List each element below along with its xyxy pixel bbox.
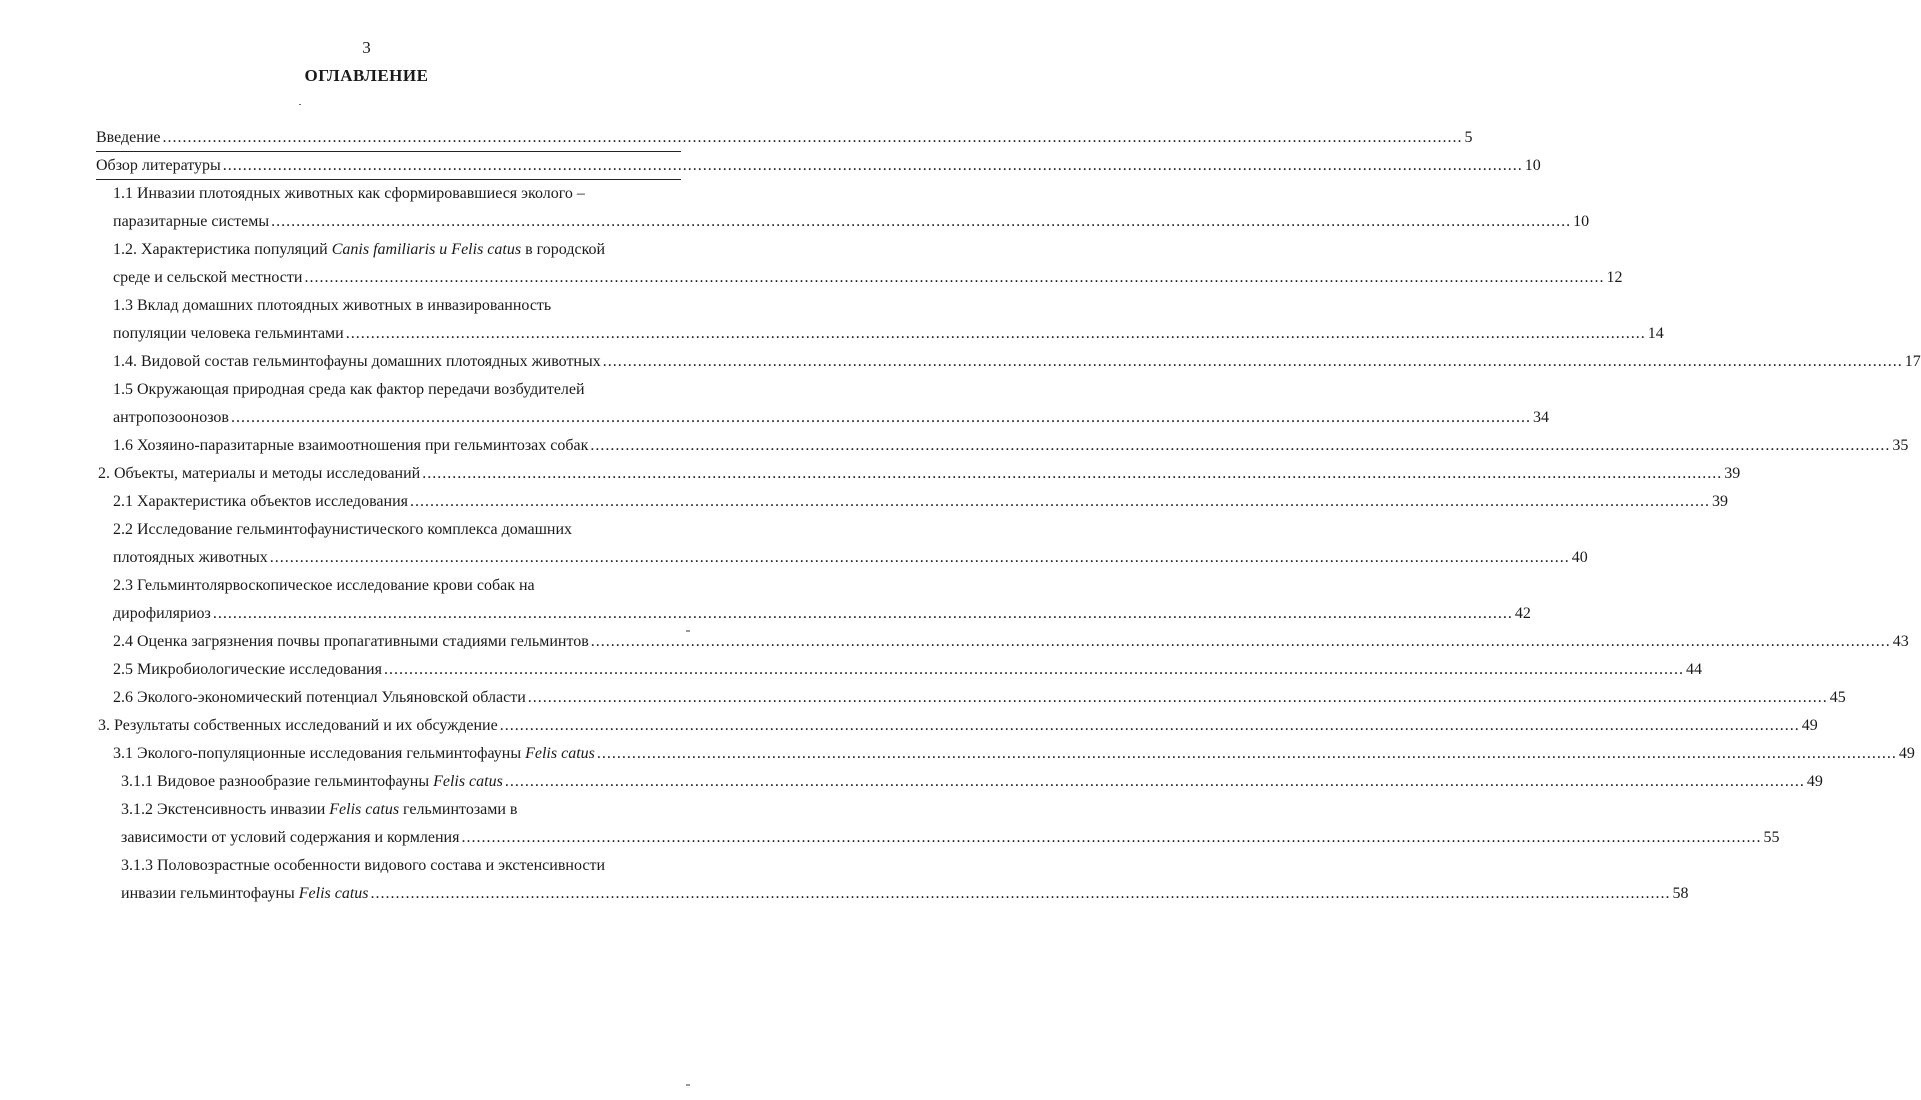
toc-entry xyxy=(121,852,1689,908)
toc-entry xyxy=(113,656,1702,684)
title-text: Введение xyxy=(96,129,161,146)
toc-entry-title xyxy=(121,880,369,908)
leader-dots: .................................................................................................................................................................................................................................................................... xyxy=(410,493,1710,510)
toc-entry-title xyxy=(121,768,503,796)
leader-dots: .................................................................................................................................................................................................................................................................... xyxy=(602,353,1903,370)
toc-line xyxy=(113,236,681,264)
toc-line xyxy=(113,376,681,404)
toc-page-number: 34 xyxy=(1532,409,1549,426)
page-number: 3 xyxy=(362,38,371,57)
toc-entry xyxy=(121,796,1780,852)
title-text: зависимости от условий содержания и кормления xyxy=(121,829,460,846)
toc-entry-title xyxy=(96,152,221,180)
leader-dots: .................................................................................................................................................................................................................................................................... xyxy=(504,773,1805,790)
toc-entry-title xyxy=(113,292,551,320)
leader-dots: .................................................................................................................................................................................................................................................................... xyxy=(222,157,1523,174)
toc-line xyxy=(113,740,1915,768)
toc-entry-title xyxy=(113,320,344,348)
toc-page-number: 10 xyxy=(1524,157,1541,174)
toc-entry-title xyxy=(98,712,498,740)
toc-line xyxy=(113,516,681,544)
toc-entry-title xyxy=(113,208,269,236)
toc-entry xyxy=(113,292,1664,348)
toc-page-number: 49 xyxy=(1801,717,1818,734)
toc-entry-title xyxy=(113,544,268,572)
toc-entry-title xyxy=(121,796,517,824)
title-text: 1.4. Видовой состав гельминтофауны домашних плотоядных животных xyxy=(113,353,601,370)
toc-entry-title xyxy=(113,572,535,600)
toc-entry xyxy=(113,488,1728,516)
title-text: 2. Объекты, материалы и методы исследований xyxy=(98,465,421,482)
leader-dots: .................................................................................................................................................................................................................................................................... xyxy=(499,717,1800,734)
leader-dots: .................................................................................................................................................................................................................................................................... xyxy=(304,269,1605,286)
toc-page-number: 14 xyxy=(1647,325,1664,342)
title-text: 3.1.3 Половозрастные особенности видового состава и экстенсивности xyxy=(121,857,606,874)
toc-line xyxy=(113,544,1588,572)
title-text: 3.1.1 Видовое разнообразие гельминтофауны xyxy=(121,773,434,790)
title-text: 2.3 Гельминтолярвоскопическое исследование крови собак на xyxy=(113,577,535,594)
title-text: 1.5 Окружающая природная среда как фактор передачи возбудителей xyxy=(113,381,585,398)
toc-entry-title xyxy=(98,460,420,488)
title-text: в городской xyxy=(521,241,606,258)
toc-entry xyxy=(113,432,1909,460)
title-text: 2.4 Оценка загрязнения почвы пропагативными стадиями гельминтов xyxy=(113,633,589,650)
toc-entry xyxy=(113,180,1590,236)
title-text: 2.6 Эколого-экономический потенциал Ульяновской области xyxy=(113,689,526,706)
toc-entry-title xyxy=(113,628,589,656)
toc-page-number: 17 xyxy=(1904,353,1921,370)
taxon-name: Felis catus xyxy=(525,745,595,762)
leader-dots: .................................................................................................................................................................................................................................................................... xyxy=(461,829,1762,846)
toc-line xyxy=(113,180,681,208)
leader-dots: .................................................................................................................................................................................................................................................................... xyxy=(590,437,1891,454)
toc-page-number: 12 xyxy=(1606,269,1623,286)
title-text: гельминтозами в xyxy=(399,801,518,818)
toc-entry-title xyxy=(113,488,408,516)
toc-line xyxy=(113,572,681,600)
toc-page-number: 49 xyxy=(1806,773,1823,790)
title-text: 3.1.2 Экстенсивность инвазии xyxy=(121,801,330,818)
title-text: 2.5 Микробиологические исследования xyxy=(113,661,382,678)
toc-entry-title xyxy=(113,740,595,768)
toc-page-number: 5 xyxy=(1464,129,1473,146)
taxon-name: Felis catus xyxy=(298,885,369,902)
toc-page-number: 49 xyxy=(1898,745,1915,762)
leader-dots: .................................................................................................................................................................................................................................................................... xyxy=(345,325,1646,342)
toc-line xyxy=(96,124,1473,152)
toc-entry xyxy=(113,516,1588,572)
taxon-name: Felis catus xyxy=(433,773,503,790)
title-text: 3.1 Эколого-популяционные исследования гельминтофауны xyxy=(113,745,526,762)
toc-line xyxy=(121,768,1823,796)
toc-entry xyxy=(113,628,1909,656)
title-text: 1.6 Хозяино-паразитарные взаимоотношения при гельминтозах собак xyxy=(113,437,589,454)
toc-entry xyxy=(96,152,1541,180)
leader-dots: .................................................................................................................................................................................................................................................................... xyxy=(269,549,1570,566)
toc-line xyxy=(121,852,681,880)
toc-line xyxy=(113,684,1846,712)
toc-line xyxy=(113,656,1702,684)
toc-page-number: 40 xyxy=(1571,549,1588,566)
toc-line xyxy=(113,348,1921,376)
toc-line xyxy=(113,208,1590,236)
title-text: плотоядных животных xyxy=(113,549,268,566)
toc-line xyxy=(96,152,1541,180)
title-text: инвазии гельминтофауны xyxy=(121,885,299,902)
toc-entry xyxy=(98,460,1741,488)
toc-page-number: 45 xyxy=(1829,689,1846,706)
leader-dots: .................................................................................................................................................................................................................................................................... xyxy=(212,605,1513,622)
toc-line xyxy=(113,404,1549,432)
scan-speck xyxy=(299,104,301,105)
toc-page-number: 43 xyxy=(1892,633,1909,650)
toc-entry xyxy=(113,348,1921,376)
toc-line xyxy=(98,712,1818,740)
toc-line xyxy=(113,600,1531,628)
toc-entry xyxy=(113,236,1623,292)
toc-entry-title xyxy=(113,600,211,628)
leader-dots: .................................................................................................................................................................................................................................................................... xyxy=(162,129,1463,146)
toc-page-number: 10 xyxy=(1573,213,1590,230)
title-text: паразитарные системы xyxy=(113,213,270,230)
toc-line xyxy=(98,460,1741,488)
toc-entry xyxy=(98,712,1818,740)
title-text: популяции человека гельминтами xyxy=(113,325,344,342)
toc-page-number: 39 xyxy=(1712,493,1728,510)
toc-entry-title xyxy=(113,684,526,712)
toc-entry xyxy=(96,124,1473,152)
toc-line xyxy=(121,796,681,824)
taxon-name: Canis familiaris u Felis catus xyxy=(331,241,522,258)
toc-entry-title xyxy=(113,236,605,264)
title-text: антропозоонозов xyxy=(113,409,229,426)
title-text: 2.1 Характеристика объектов исследования xyxy=(113,493,408,510)
leader-dots: .................................................................................................................................................................................................................................................................... xyxy=(383,661,1684,678)
toc-entry-title xyxy=(113,404,229,432)
leader-dots: .................................................................................................................................................................................................................................................................... xyxy=(370,885,1671,902)
toc-entry-title xyxy=(121,852,605,880)
toc-entry-title xyxy=(113,656,382,684)
toc-line xyxy=(113,628,1909,656)
toc-page-number: 42 xyxy=(1514,605,1531,622)
toc-entry-title xyxy=(113,432,588,460)
toc-entry xyxy=(121,768,1823,796)
toc-page-number: 39 xyxy=(1724,465,1741,482)
title-text: 2.2 Исследование гельминтофаунистического комплекса домашних xyxy=(113,521,573,538)
leader-dots: .................................................................................................................................................................................................................................................................... xyxy=(596,745,1897,762)
leader-dots: .................................................................................................................................................................................................................................................................... xyxy=(590,633,1891,650)
toc-page-number: 44 xyxy=(1685,661,1702,678)
toc-page-number: 55 xyxy=(1763,829,1780,846)
toc-entry-title xyxy=(121,824,459,852)
toc-entry-title xyxy=(96,124,161,152)
toc-line xyxy=(113,488,1728,516)
leader-dots: .................................................................................................................................................................................................................................................................... xyxy=(422,465,1723,482)
toc-line xyxy=(113,292,681,320)
toc-line xyxy=(121,824,1780,852)
toc-page-number: 58 xyxy=(1672,885,1689,902)
title-text: 1.2. Характеристика популяций xyxy=(113,241,332,258)
toc-line xyxy=(113,264,1623,292)
title-text: 3. Результаты собственных исследований и их обсуждение xyxy=(98,717,498,734)
leader-dots: .................................................................................................................................................................................................................................................................... xyxy=(271,213,1572,230)
toc-line xyxy=(121,880,1689,908)
toc-entry-title xyxy=(113,264,302,292)
toc-entry-title xyxy=(113,348,601,376)
toc-entry-title xyxy=(113,376,585,404)
leader-dots: .................................................................................................................................................................................................................................................................... xyxy=(230,409,1531,426)
toc-line xyxy=(113,320,1664,348)
toc-entry xyxy=(113,572,1531,628)
toc-entry xyxy=(113,684,1846,712)
title-text: среде и сельской местности xyxy=(113,269,303,286)
page-title: ОГЛАВЛЕНИЕ xyxy=(304,66,429,85)
toc-entry-title xyxy=(113,180,585,208)
title-text: 1.3 Вклад домашних плотоядных животных в инвазированность xyxy=(113,297,552,314)
leader-dots: .................................................................................................................................................................................................................................................................... xyxy=(527,689,1828,706)
margin-mark xyxy=(686,630,690,632)
title-text: дирофиляриоз xyxy=(113,605,211,622)
toc-entry xyxy=(113,740,1915,768)
toc-line xyxy=(113,432,1909,460)
title-text: 1.1 Инвазии плотоядных животных как сформировавшиеся эколого – xyxy=(113,185,585,202)
toc-page-number: 35 xyxy=(1892,437,1909,454)
margin-mark xyxy=(686,1084,690,1086)
title-text: Обзор литературы xyxy=(96,157,221,174)
toc-entry xyxy=(113,376,1549,432)
toc-entry-title xyxy=(113,516,572,544)
taxon-name: Felis catus xyxy=(329,801,400,818)
